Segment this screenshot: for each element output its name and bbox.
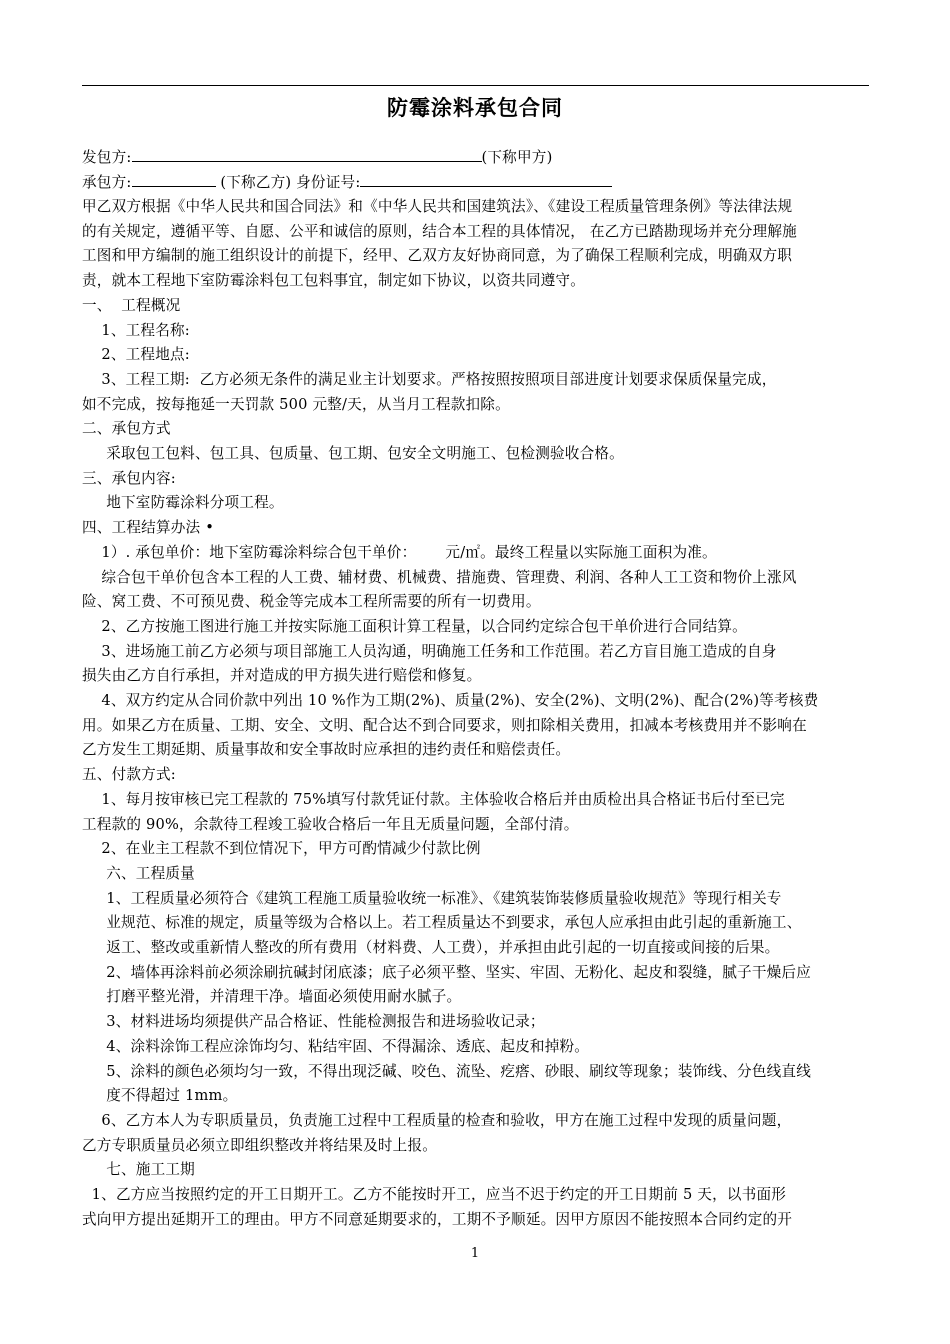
top-rule <box>82 85 869 86</box>
text-line: 式向甲方提出延期开工的理由。甲方不同意延期要求的，工期不予顺延。因甲方原因不能按照本合同约定的开 <box>82 1210 793 1228</box>
page-title: 防霉涂料承包合同 <box>387 95 563 120</box>
text-line: 采取包工包料、包工具、包质量、包工期、包安全文明施工、包检测验收合格。 <box>82 445 624 462</box>
text-line: 1、工程质量必须符合《建筑工程施工质量验收统一标准》、《建筑装饰装修质量验收规范》等现行相关专 <box>82 889 782 907</box>
party-a-line <box>82 147 869 168</box>
text-line: 七、施工工期 <box>82 1161 195 1179</box>
text-line: 工程款的 90%，余款待工程竣工验收合格后一年且无质量问题，全部付清。 <box>82 815 579 833</box>
page-number: 1 <box>470 1246 480 1261</box>
text-line: 1、每月按审核已完工程款的 75%填写付款凭证付款。主体验收合格后并由质检出具合格证书后付至已完 <box>82 790 785 808</box>
text-line: 2、工程地点: <box>82 346 190 364</box>
text-line: 地下室防霉涂料分项工程。 <box>82 494 284 512</box>
text-line: 业规范、标准的规定，质量等级为合格以上。若工程质量达不到要求，承包人应承担由此引起的重新施工、 <box>82 914 802 932</box>
text-line: 三、承包内容: <box>82 469 176 487</box>
text-line: 的有关规定，遵循平等、自愿、公平和诚信的原则，结合本工程的具体情况， 在乙方已踏勘现场并充分理解施 <box>82 222 797 240</box>
party-b-mid: (下称乙方) 身份证号: <box>215 174 361 191</box>
text-line: 1、工程名称: <box>82 321 190 339</box>
text-line: 4、涂料涂饰工程应涂饰均匀、粘结牢固、不得漏涂、透底、起皮和掉粉。 <box>82 1037 590 1055</box>
text-line: 乙方专职质量员必须立即组织整改并将结果及时上报。 <box>82 1136 438 1154</box>
text-line: 损失由乙方自行承担，并对造成的甲方损失进行赔偿和修复。 <box>82 667 482 685</box>
text-line: 2、乙方按施工图进行施工并按实际施工面积计算工程量，以合同约定综合包干单价进行合同结算。 <box>82 617 747 635</box>
text-line: 打磨平整光滑，并清理干净。墙面必须使用耐水腻子。 <box>82 988 462 1006</box>
text-line: 3、材料进场均须提供产品合格证、性能检测报告和进场验收记录； <box>82 1013 545 1031</box>
text-line: 责，就本工程地下室防霉涂料包工包料事宜，制定如下协议，以资共同遵守。 <box>82 272 585 290</box>
party-b-label: 承包方: <box>82 174 132 191</box>
text-line: 6、乙方本人为专职质量员，负责施工过程中工程质量的检查和验收，甲方在施工过程中发现的质量问题， <box>82 1111 792 1129</box>
text-line: 一、 工程概况 <box>82 296 181 314</box>
text-line: 四、工程结算办法 • <box>82 519 214 537</box>
text-line: 甲乙双方根据《中华人民共和国合同法》和《中华人民共和国建筑法》、《建设工程质量管理条例》等法律法规 <box>82 198 793 215</box>
text-line: 2、墙体再涂料前必须涂刷抗碱封闭底漆；底子必须平整、坚实、牢固、无粉化、起皮和裂缝，腻子干燥后应 <box>82 963 811 981</box>
text-line: 二、承包方式 <box>82 420 171 438</box>
text-line: 工图和甲方编制的施工组织设计的前提下，经甲、乙双方友好协商同意，为了确保工程顺利完成，明确双方职 <box>82 247 793 265</box>
text-line: 综合包干单价包含本工程的人工费、辅材费、机械费、措施费、管理费、利润、各种人工工资和物价上涨风 <box>82 568 797 586</box>
text-line: 乙方发生工期延期、质量事故和安全事故时应承担的违约责任和赔偿责任。 <box>82 741 571 759</box>
text-line: 用。如果乙方在质量、工期、安全、文明、配合达不到合同要求，则扣除相关费用，扣减本考核费用并不影响在 <box>82 716 807 734</box>
text-line: 1）. 承包单价：地下室防霉涂料综合包干单价： 元/㎡。最终工程量以实际施工面积为准。 <box>82 543 717 561</box>
text-line: 如不完成，按每拖延一天罚款 500 元整/天，从当月工程款扣除。 <box>82 395 510 413</box>
party-a-label: 发包方: <box>82 149 132 166</box>
text-line: 5、涂料的颜色必须均匀一致，不得出现泛碱、咬色、流坠、疙瘩、砂眼、刷纹等现象；装饰线、分色线直线 <box>82 1062 811 1080</box>
party-a-blank <box>132 147 482 162</box>
text-line: 2、在业主工程款不到位情况下，甲方可酌情减少付款比例 <box>82 840 481 858</box>
text-line: 3、进场施工前乙方必须与项目部施工人员沟通，明确施工任务和工作范围。若乙方盲目施工造成的自身 <box>82 642 777 660</box>
id-number-blank <box>360 172 612 187</box>
text-line: 险、窝工费、不可预见费、税金等完成本工程所需要的所有一切费用。 <box>82 593 541 611</box>
party-b-blank <box>132 172 216 187</box>
party-a-suffix: (下称甲方) <box>481 149 553 166</box>
text-line: 六、工程质量 <box>82 864 195 882</box>
text-line: 4、双方约定从合同价款中列出 10 %作为工期(2%)、质量(2%)、安全(2%)、文明(2%)、配合(2%)等考核费 <box>82 692 819 709</box>
text-line: 五、付款方式: <box>82 766 176 784</box>
party-b-line <box>82 172 869 193</box>
text-line: 1、乙方应当按照约定的开工日期开工。乙方不能按时开工，应当不迟于约定的开工日期前 5 天，以书面形 <box>82 1186 787 1203</box>
text-line: 3、工程工期: 乙方必须无条件的满足业主计划要求。严格按照按照项目部进度计划要求保质保量完成， <box>82 370 777 388</box>
text-line: 度不得超过 1mm。 <box>82 1087 238 1105</box>
text-line: 返工、整改或重新情人整改的所有费用（材料费、人工费），并承担由此引起的一切直接或间接的后果。 <box>82 939 780 956</box>
